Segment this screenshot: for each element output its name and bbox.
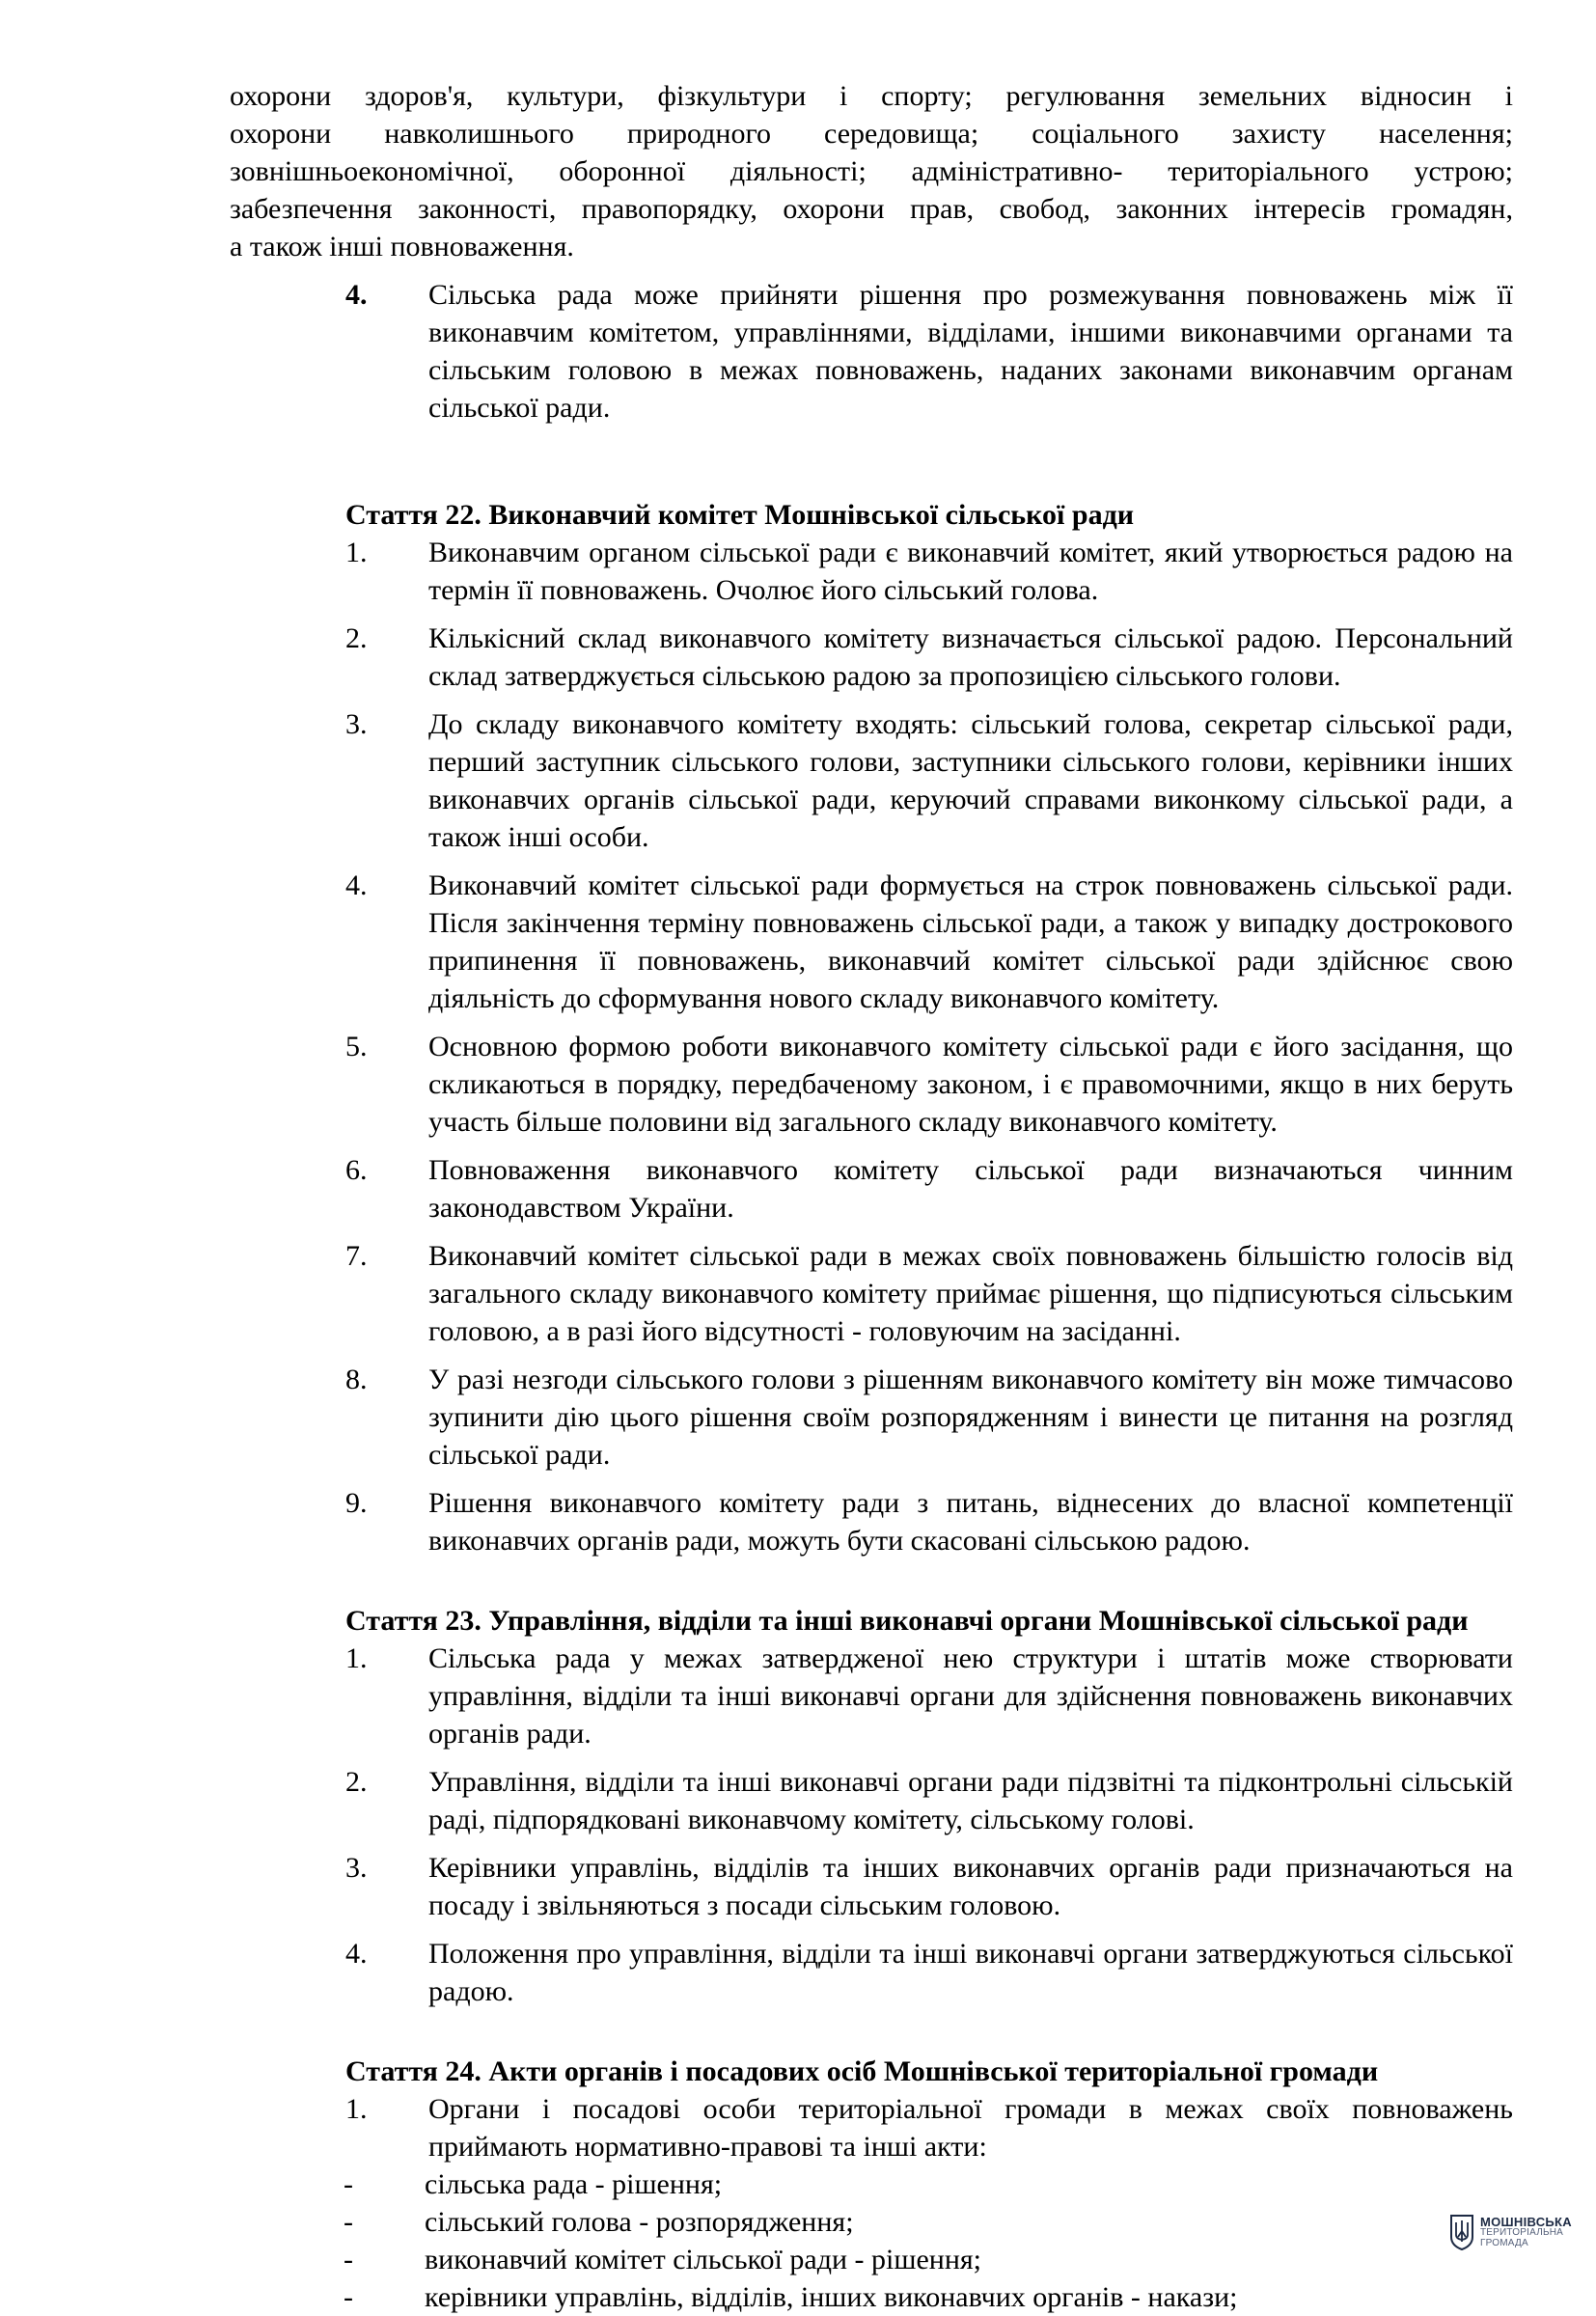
item-number: 4. [345, 1938, 368, 1970]
community-logo [1449, 2210, 1594, 2254]
text-line: охорони здоров'я, культури, фізкультури і спорту; регулювання земельних відносин і [230, 80, 1513, 112]
item-number: 1. [345, 537, 368, 568]
item-number: 6. [345, 1154, 368, 1186]
list-dash: - [344, 2244, 353, 2275]
item-text: Виконавчий комітет сільської ради формується на строк повноважень сільської ради. Після закінчення терміну повноважень сільської ради, а також у випадку дострокового припинення її повноважень, виконавчий комітет сільської ради здійснює свою діяльність до сформування нового складу виконавчого комітету. [428, 869, 1513, 1014]
item-text: До складу виконавчого комітету входять: сільський голова, секретар сільської ради, перший заступник сільського голови, заступники сільського голови, керівники інших виконавчих органів сільської ради, керуючий справами виконкому сільської ради, а також інші особи. [428, 708, 1513, 853]
item-text: Рішення виконавчого комітету ради з питань, віднесених до власної компетенції виконавчих органів ради, можуть бути скасовані сільською радою. [428, 1487, 1513, 1557]
item-number: 8. [345, 1364, 368, 1395]
paragraph-item [230, 1484, 1513, 1559]
item-text: Виконавчий комітет сільської ради в межах своїх повноважень більшістю голосів від загального складу виконавчого комітету приймає рішення, що підписуються сільським головою, а в разі його відсутності - головуючим на засіданні. [428, 1240, 1513, 1347]
list-item [230, 2241, 1513, 2278]
list-item-text: керівники управлінь, відділів, інших виконавчих органів - накази; [425, 2281, 1238, 2313]
list-item-text: виконавчий комітет сільської ради - рішення; [425, 2244, 982, 2275]
list-item [230, 2165, 1513, 2203]
document-page [230, 77, 1513, 2316]
item-text: У разі незгоди сільського голови з рішенням виконавчого комітету він може тимчасово зупинити дію цього рішення своїм розпорядженням і винести це питання на розгляд сільської ради. [428, 1364, 1513, 1471]
item-text: Керівники управлінь, відділів та інших виконавчих органів ради призначаються на посаду і звільняються з посади сільським головою. [428, 1852, 1513, 1921]
article-title: Стаття 23. Управління, відділи та інші виконавчі органи Мошнівської сільської ради [345, 1605, 1469, 1637]
list-dash: - [344, 2281, 353, 2313]
item-number: 5. [345, 1031, 368, 1062]
item-number: 9. [345, 1487, 368, 1519]
item-text: Повноваження виконавчого комітету сільської ради визначаються чинним законодавством України. [428, 1154, 1513, 1224]
paragraph-item [230, 1361, 1513, 1474]
item-number: 1. [345, 2093, 368, 2125]
item-number: 1. [345, 1642, 368, 1674]
item-number: 3. [345, 708, 368, 740]
item-number: 4. [345, 279, 368, 311]
item-number: 7. [345, 1240, 368, 1272]
list-item [230, 2203, 1513, 2241]
article-title: Стаття 24. Акти органів і посадових осіб Мошнівської територіальної громади [345, 2055, 1379, 2087]
logo-text [1480, 2214, 1572, 2248]
logo-line: МОШНІВСЬКА [1480, 2214, 1572, 2229]
item-number: 2. [345, 1766, 368, 1798]
text-line: а також інші повноваження. [230, 231, 574, 262]
list-item-text: сільська рада - рішення; [425, 2168, 723, 2200]
item-text: Сільська рада у межах затвердженої нею структури і штатів може створювати управління, відділи та інші виконавчі органи для здійснення повноважень виконавчих органів ради. [428, 1642, 1513, 1750]
paragraph-item [230, 1849, 1513, 1924]
paragraph-item [230, 1237, 1513, 1350]
text-line: охорони навколишнього природного середовища; соціального захисту населення; [230, 118, 1513, 150]
item-number: 2. [345, 622, 368, 654]
item-text: Сільська рада може прийняти рішення про розмежування повноважень між її виконавчим комітетом, управліннями, відділами, іншими виконавчими органами та сільським головою в межах повноважень, наданих законами виконавчим органам сільської ради. [428, 279, 1513, 424]
paragraph-item [230, 1028, 1513, 1141]
paragraph-item [230, 705, 1513, 856]
paragraph-item [230, 1151, 1513, 1227]
logo-line: ТЕРИТОРІАЛЬНА [1480, 2226, 1564, 2238]
paragraph-item [230, 276, 1513, 427]
article-23-items [230, 1640, 1513, 2010]
item-text: Основною формою роботи виконавчого комітету сільської ради є його засідання, що скликаються в порядку, передбаченому законом, і є правомочними, якщо в них беруть участь більше половини від загального складу виконавчого комітету. [428, 1031, 1513, 1138]
text-line: зовнішньоекономічної, оборонної діяльності; адміністративно- територіального устрою; [230, 155, 1513, 187]
acts-list [230, 2165, 1513, 2316]
article-title: Стаття 22. Виконавчий комітет Мошнівської сільської ради [345, 499, 1135, 531]
item-text: Виконавчим органом сільської ради є виконавчий комітет, який утворюється радою на термін її повноважень. Очолює його сільський голова. [428, 537, 1513, 606]
paragraph-item [230, 620, 1513, 695]
text-line: забезпечення законності, правопорядку, охорони прав, свобод, законних інтересів громадян, [230, 193, 1513, 225]
item-text: Управління, відділи та інші виконавчі органи ради підзвітні та підконтрольні сільській раді, підпорядковані виконавчому комітету, сільському голові. [428, 1766, 1513, 1835]
paragraph-item [230, 2090, 1513, 2165]
logo-line: ГРОМАДА [1480, 2237, 1528, 2248]
item-number: 3. [345, 1852, 368, 1884]
paragraph-item [230, 1935, 1513, 2010]
paragraph-item [230, 867, 1513, 1017]
paragraph-item [230, 534, 1513, 609]
list-item [230, 2278, 1513, 2316]
item-text: Кількісний склад виконавчого комітету визначається сільської радою. Персональний склад затверджується сільською радою за пропозицією сільського голови. [428, 622, 1513, 692]
article-22-items [230, 534, 1513, 1559]
item-number: 4. [345, 869, 368, 901]
list-item-text: сільський голова - розпорядження; [425, 2206, 854, 2238]
trident-shield-icon [1449, 2214, 1474, 2250]
list-dash: - [344, 2168, 353, 2200]
paragraph-item [230, 1763, 1513, 1838]
item-text: Положення про управління, відділи та інші виконавчі органи затверджуються сільської радою. [428, 1938, 1513, 2007]
paragraph-item [230, 1640, 1513, 1752]
item-text: Органи і посадові особи територіальної громади в межах своїх повноважень приймають нормативно-правові та інші акти: [428, 2093, 1513, 2163]
list-dash: - [344, 2206, 353, 2238]
